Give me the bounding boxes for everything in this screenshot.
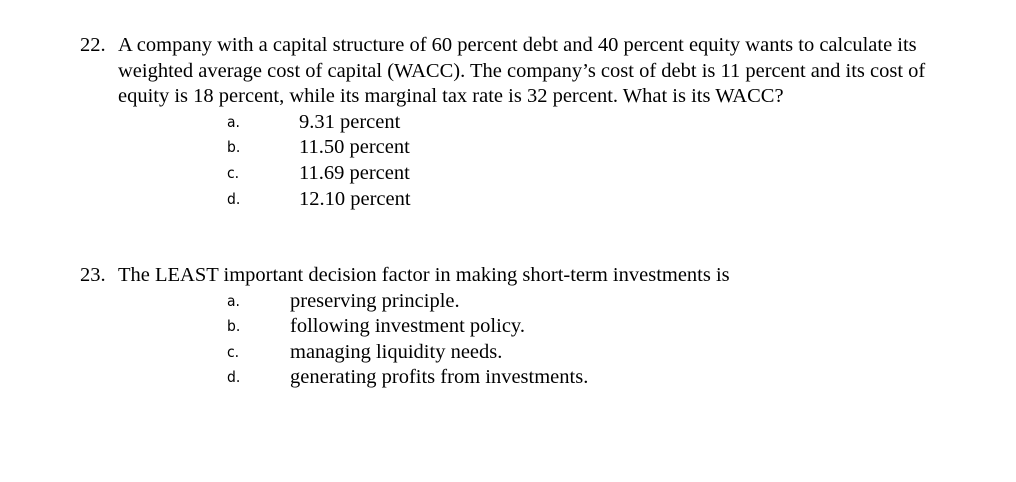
option-letter: a. <box>227 291 240 310</box>
option-c <box>80 161 980 187</box>
option-d <box>80 365 980 391</box>
option-a <box>80 110 980 136</box>
option-letter: d. <box>227 368 241 387</box>
question-text: The LEAST important decision factor in making short-term investments is <box>118 264 730 286</box>
answer-options <box>80 110 980 212</box>
option-text: following investment policy. <box>290 315 525 338</box>
question-stem <box>80 33 980 110</box>
option-text: generating profits from investments. <box>290 366 589 389</box>
question-number: 22. <box>80 34 106 56</box>
option-letter: d. <box>227 189 241 208</box>
question-text: A company with a capital structure of 60 percent debt and 40 percent equity wants to calculate its weighted average cost of capital (WACC). The company’s cost of debt is 11 percent and its cost of equity is 18 percent, while its marginal tax rate is 32 percent. What is its WACC? <box>118 34 926 108</box>
question-stem <box>80 263 980 289</box>
option-text: 11.50 percent <box>299 136 410 159</box>
question-22 <box>80 33 980 212</box>
option-c <box>80 340 980 366</box>
question-23 <box>80 263 980 391</box>
option-text: 11.69 percent <box>299 161 410 184</box>
question-number: 23. <box>80 264 106 286</box>
option-letter: c. <box>227 163 240 182</box>
option-letter: c. <box>227 342 240 361</box>
option-letter: a. <box>227 112 240 131</box>
option-b <box>80 135 980 161</box>
option-text: 12.10 percent <box>299 187 411 210</box>
option-letter: b. <box>227 317 241 336</box>
option-b <box>80 314 980 340</box>
option-text: 9.31 percent <box>299 110 401 133</box>
option-text: preserving principle. <box>290 289 460 312</box>
option-letter: b. <box>227 138 241 157</box>
option-text: managing liquidity needs. <box>290 340 503 363</box>
option-d <box>80 187 980 213</box>
answer-options <box>80 289 980 391</box>
option-a <box>80 289 980 315</box>
